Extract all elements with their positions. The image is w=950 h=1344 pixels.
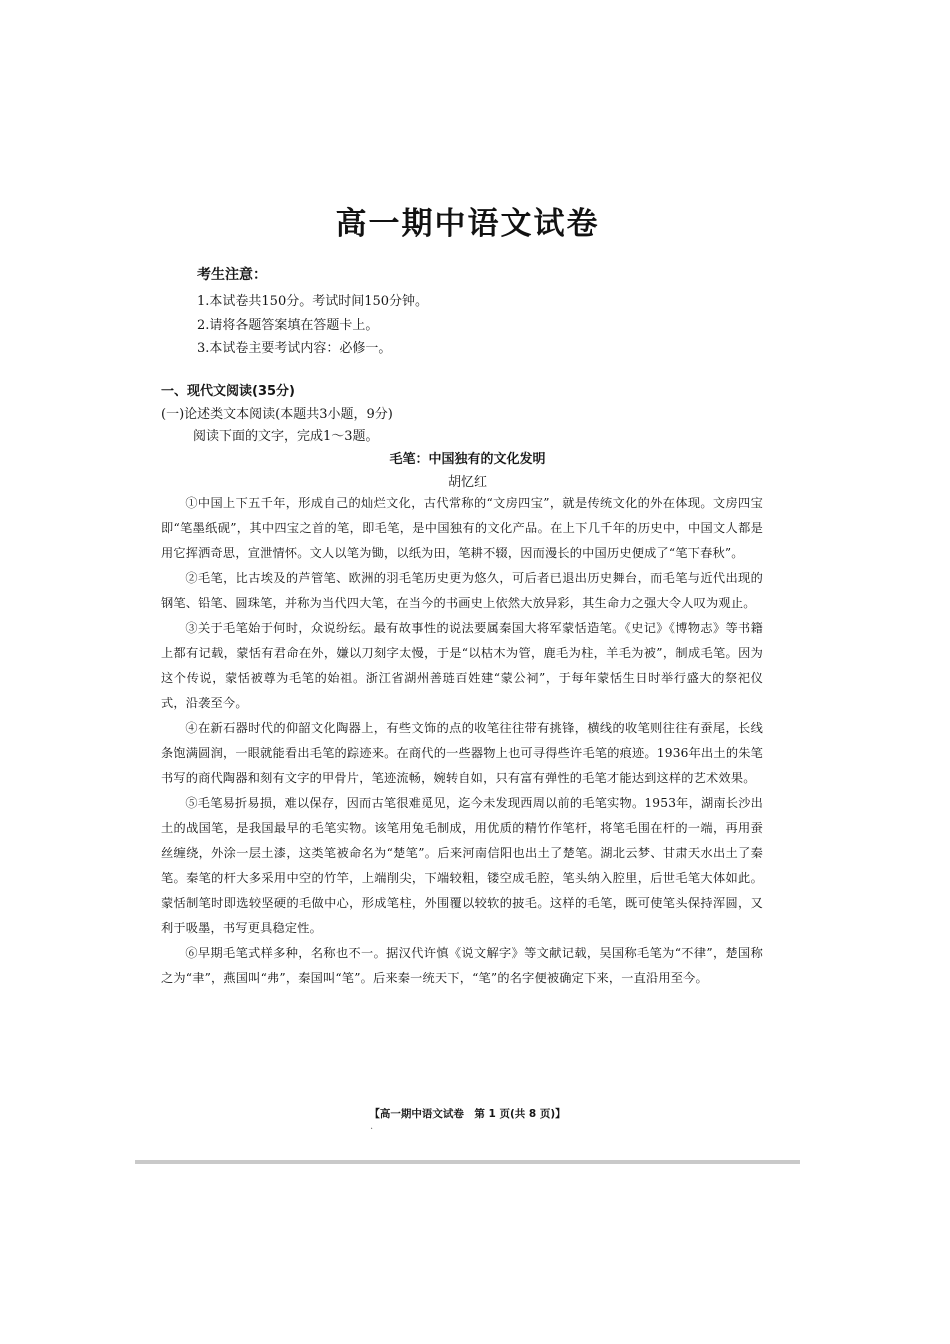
article-paragraph: ②毛笔，比古埃及的芦管笔、欧洲的羽毛笔历史更为悠久，可后者已退出历史舞台，而毛笔与近代出现的钢笔、铅笔、圆珠笔，并称为当代四大笔，在当今的书画史上依然大放异彩，其生命力之强大令人叹为观止。 <box>161 571 763 610</box>
section-heading: 一、现代文阅读(35分) <box>161 384 295 399</box>
notice-item: 2.请将各题答案填在答题卡上。 <box>197 318 379 333</box>
article-paragraph: ⑥早期毛笔式样多种，名称也不一。据汉代许慎《说文解字》等文献记载，吴国称毛笔为“不律”，楚国称之为“聿”，燕国叫“弗”，秦国叫“笔”。后来秦一统天下，“笔”的名字便被确定下来，一直沿用至今。 <box>161 946 763 985</box>
notice-item: 3.本试卷主要考试内容：必修一。 <box>197 341 392 356</box>
page-footer: 【高一期中语文试卷 第 1 页(共 8 页)】 <box>369 1108 566 1120</box>
exam-title: 高一期中语文试卷 <box>335 206 600 242</box>
reading-instruction: 阅读下面的文字，完成1～3题。 <box>193 429 379 444</box>
exam-page <box>135 118 800 1163</box>
article-body <box>161 491 763 991</box>
notice-item: 1.本试卷共150分。考试时间150分钟。 <box>197 294 429 309</box>
article-paragraph: ①中国上下五千年，形成自己的灿烂文化，古代常称的“文房四宝”，就是传统文化的外在体现。文房四宝即“笔墨纸砚”，其中四宝之首的笔，即毛笔，是中国独有的文化产品。在上下几千年的历史中，中国文人都是用它挥洒奇思，宣泄情怀。文人以笔为锄，以纸为田，笔耕不辍，因而漫长的中国历史便成了“笔下春秋”。 <box>161 496 763 560</box>
article-paragraph: ③关于毛笔始于何时，众说纷纭。最有故事性的说法要属秦国大将军蒙恬造笔。《史记》《博物志》等书籍上都有记载，蒙恬有君命在外，嫌以刀刻字太慢，于是“以枯木为管，鹿毛为柱，羊毛为被”，制成毛笔。因为这个传说，蒙恬被尊为毛笔的始祖。浙江省湖州善琏百姓建“蒙公祠”，于每年蒙恬生日时举行盛大的祭祀仪式，沿袭至今。 <box>161 621 763 710</box>
page-bottom-edge <box>135 1160 800 1164</box>
article-author: 胡忆红 <box>447 475 487 490</box>
scan-mark: · <box>370 1124 374 1135</box>
notice-heading: 考生注意： <box>197 267 267 283</box>
section-subheading: (一)论述类文本阅读(本题共3小题，9分) <box>161 407 393 422</box>
article-title: 毛笔：中国独有的文化发明 <box>389 452 546 467</box>
article-paragraph: ⑤毛笔易折易损，难以保存，因而古笔很难觅见，迄今未发现西周以前的毛笔实物。1953年，湖南长沙出土的战国笔，是我国最早的毛笔实物。该笔用兔毛制成，用优质的精竹作笔杆，将笔毛围在杆的一端，再用蚕丝缠绕，外涂一层土漆，这类笔被命名为“楚笔”。后来河南信阳也出土了楚笔。湖北云梦、甘肃天水出土了秦笔。秦笔的杆大多采用中空的竹竿，上端削尖，下端较粗，镂空成毛腔，笔头纳入腔里，后世毛笔大体如此。蒙恬制笔时即选较坚硬的毛做中心，形成笔柱，外围覆以较软的披毛。这样的毛笔，既可使笔头保持浑圆，又利于吸墨，书写更具稳定性。 <box>161 796 763 935</box>
article-paragraph: ④在新石器时代的仰韶文化陶器上，有些文饰的点的收笔往往带有挑锋，横线的收笔则往往有蚕尾，长线条饱满圆润，一眼就能看出毛笔的踪迹来。在商代的一些器物上也可寻得些许毛笔的痕迹。1936年出土的朱笔书写的商代陶器和刻有文字的甲骨片，笔迹流畅，婉转自如，只有富有弹性的毛笔才能达到这样的艺术效果。 <box>161 721 763 785</box>
